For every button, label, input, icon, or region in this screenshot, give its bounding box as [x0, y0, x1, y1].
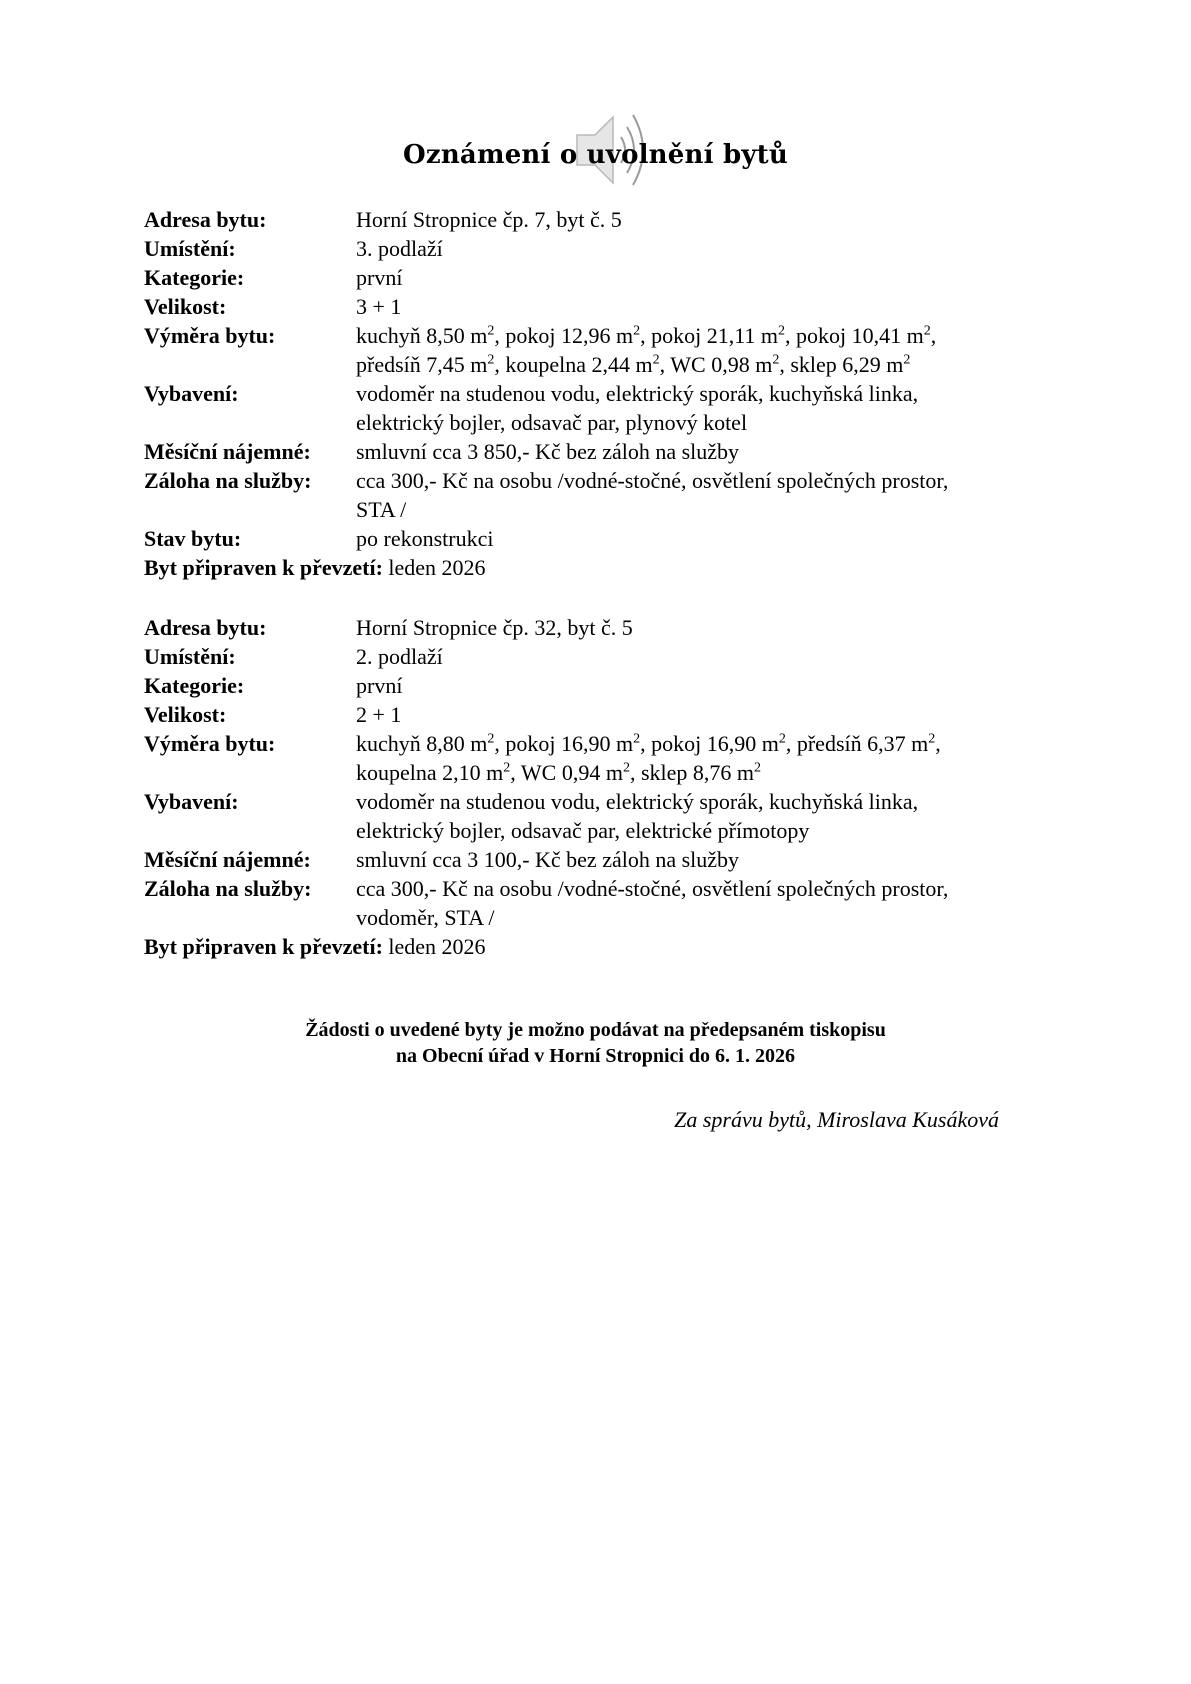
- location-label: Umístění:: [144, 644, 236, 669]
- equipment-label: Vybavení:: [144, 381, 239, 406]
- ready-row: [144, 932, 1044, 961]
- area-row: [144, 321, 1044, 379]
- area-item: předsíň 7,45 m: [356, 352, 488, 377]
- area-separator: ,: [640, 731, 652, 756]
- area-separator: ,: [779, 352, 791, 377]
- rent-label: Měsíční nájemné:: [144, 847, 311, 872]
- area-exponent: 2: [772, 352, 780, 368]
- size-label: Velikost:: [144, 294, 227, 319]
- location-label: Umístění:: [144, 236, 236, 261]
- ready-value: leden 2026: [382, 934, 486, 959]
- area-separator: ,: [629, 760, 641, 785]
- location-value: 3. podlaží: [356, 236, 443, 261]
- area-line: [356, 729, 1044, 758]
- area-exponent: 2: [778, 323, 786, 339]
- area-item: pokoj 21,11 m: [651, 323, 779, 348]
- equipment-value: [356, 787, 1044, 845]
- area-item: pokoj 12,96 m: [505, 323, 634, 348]
- address-value: Horní Stropnice čp. 32, byt č. 5: [356, 615, 633, 640]
- area-item: WC 0,94 m: [520, 760, 623, 785]
- condition-row: [144, 524, 1044, 553]
- address-label: Adresa bytu:: [144, 207, 267, 232]
- category-label: Kategorie:: [144, 673, 245, 698]
- area-item: předsíň 6,37 m: [796, 731, 929, 756]
- area-label: Výměra bytu:: [144, 323, 276, 348]
- area-separator: ,: [930, 323, 937, 348]
- area-exponent: 2: [633, 323, 641, 339]
- location-value: 2. podlaží: [356, 644, 443, 669]
- page-title: Oznámení o uvolnění bytů: [403, 140, 788, 170]
- signature: Za správu bytů, Miroslava Kusáková: [674, 1107, 999, 1132]
- deposit-value: [356, 466, 1044, 524]
- equipment-line-2: elektrický bojler, odsavač par, elektrické přímotopy: [356, 818, 810, 843]
- area-exponent: 2: [778, 731, 786, 747]
- location-row: [144, 642, 1044, 671]
- category-value: první: [356, 673, 403, 698]
- area-item: pokoj 10,41 m: [796, 323, 924, 348]
- condition-value: po rekonstrukci: [356, 526, 494, 551]
- area-exponent: 2: [928, 731, 936, 747]
- area-item: sklep 6,29 m: [790, 352, 904, 377]
- area-separator: ,: [785, 731, 797, 756]
- rent-label: Měsíční nájemné:: [144, 439, 311, 464]
- notice-line-2: na Obecní úřad v Horní Stropnici do 6. 1. 2026: [395, 1045, 796, 1067]
- location-row: [144, 234, 1044, 263]
- deposit-line-2: STA /: [356, 497, 407, 522]
- deposit-line-1: cca 300,- Kč na osobu /vodné-stočné, osvětlení společných prostor,: [356, 876, 949, 901]
- area-row: [144, 729, 1044, 787]
- area-separator: ,: [494, 352, 506, 377]
- equipment-label: Vybavení:: [144, 789, 239, 814]
- area-exponent: 2: [903, 352, 911, 368]
- area-separator: ,: [659, 352, 671, 377]
- area-separator: ,: [494, 323, 506, 348]
- area-item: koupelna 2,10 m: [356, 760, 504, 785]
- area-value: [356, 729, 1044, 787]
- deposit-row: [144, 874, 1044, 932]
- area-exponent: 2: [633, 731, 641, 747]
- size-value: 2 + 1: [356, 702, 402, 727]
- area-exponent: 2: [754, 760, 761, 776]
- rent-row: [144, 437, 1044, 466]
- area-line: [356, 350, 1044, 379]
- application-notice: [0, 1017, 1191, 1069]
- size-row: [144, 700, 1044, 729]
- notice-line-1: Žádosti o uvedené byty je možno podávat na předepsaném tiskopisu: [305, 1019, 886, 1041]
- equipment-row: [144, 379, 1044, 437]
- area-exponent: 2: [487, 731, 495, 747]
- area-separator: ,: [640, 323, 652, 348]
- equipment-line-2: elektrický bojler, odsavač par, plynový kotel: [356, 410, 748, 435]
- apartment-2: [144, 613, 1044, 961]
- rent-value: smluvní cca 3 100,- Kč bez záloh na služby: [356, 847, 740, 872]
- area-item: kuchyň 8,50 m: [356, 323, 488, 348]
- ready-label: Byt připraven k převzetí:: [144, 555, 383, 580]
- size-row: [144, 292, 1044, 321]
- area-separator: ,: [494, 731, 506, 756]
- deposit-line-2: vodoměr, STA /: [356, 905, 495, 930]
- ready-value: leden 2026: [382, 555, 486, 580]
- area-exponent: 2: [622, 760, 630, 776]
- area-exponent: 2: [923, 323, 931, 339]
- equipment-line-1: vodoměr na studenou vodu, elektrický sporák, kuchyňská linka,: [356, 381, 919, 406]
- area-item: koupelna 2,44 m: [505, 352, 653, 377]
- address-row: [144, 613, 1044, 642]
- area-value: [356, 321, 1044, 379]
- equipment-value: [356, 379, 1044, 437]
- area-exponent: 2: [652, 352, 660, 368]
- rent-row: [144, 845, 1044, 874]
- rent-value: smluvní cca 3 850,- Kč bez záloh na služby: [356, 439, 740, 464]
- deposit-label: Záloha na služby:: [144, 468, 312, 493]
- condition-label: Stav bytu:: [144, 526, 242, 551]
- area-item: pokoj 16,90 m: [651, 731, 779, 756]
- category-label: Kategorie:: [144, 265, 245, 290]
- area-line: [356, 758, 1044, 787]
- deposit-label: Záloha na služby:: [144, 876, 312, 901]
- area-separator: ,: [785, 323, 797, 348]
- ready-label: Byt připraven k převzetí:: [144, 934, 383, 959]
- area-separator: ,: [510, 760, 521, 785]
- area-line: [356, 321, 1044, 350]
- ready-row: [144, 553, 1044, 582]
- area-item: WC 0,98 m: [670, 352, 773, 377]
- area-item: kuchyň 8,80 m: [356, 731, 488, 756]
- equipment-row: [144, 787, 1044, 845]
- deposit-value: [356, 874, 1044, 932]
- address-value: Horní Stropnice čp. 7, byt č. 5: [356, 207, 622, 232]
- category-row: [144, 671, 1044, 700]
- address-row: [144, 205, 1044, 234]
- category-value: první: [356, 265, 403, 290]
- equipment-line-1: vodoměr na studenou vodu, elektrický sporák, kuchyňská linka,: [356, 789, 919, 814]
- deposit-row: [144, 466, 1044, 524]
- apartment-1: [144, 205, 1044, 582]
- deposit-line-1: cca 300,- Kč na osobu /vodné-stočné, osvětlení společných prostor,: [356, 468, 949, 493]
- area-exponent: 2: [487, 352, 495, 368]
- area-label: Výměra bytu:: [144, 731, 276, 756]
- area-item: sklep 8,76 m: [640, 760, 754, 785]
- area-separator: ,: [935, 731, 941, 756]
- address-label: Adresa bytu:: [144, 615, 267, 640]
- category-row: [144, 263, 1044, 292]
- area-exponent: 2: [503, 760, 511, 776]
- size-label: Velikost:: [144, 702, 227, 727]
- area-item: pokoj 16,90 m: [505, 731, 634, 756]
- size-value: 3 + 1: [356, 294, 402, 319]
- area-exponent: 2: [487, 323, 495, 339]
